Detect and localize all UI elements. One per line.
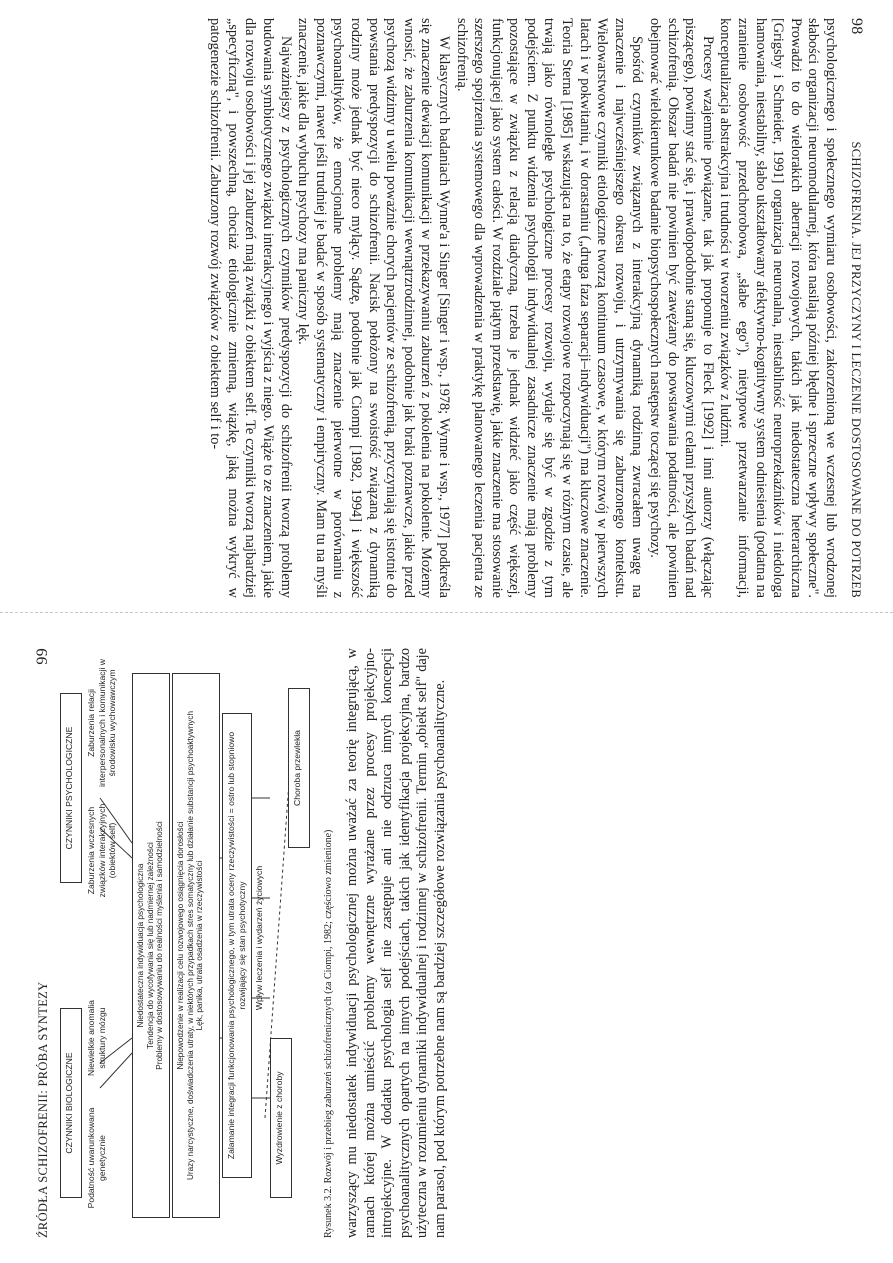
body-text: [344, 648, 450, 1238]
paragraph: Najważniejszy z psychologicznych czynników predyspozycji do schizofrenii tworzą problemy budowania symbiotycznego związku interakcyjnego i wyjścia z niego. Wiąże to ze znaczeniem, jakie dla rozwoju osobowości i jej zaburzeń mają związki z obiektem self. Te czynniki tworzą najbardziej „specyficzną", i powszechną, chociaż etiologicznie zmienną, wiązkę, jaką można wykryć w patogenezie schizofrenii. Zaburzony rozwój związków z obiektem self i to-: [207, 18, 294, 598]
page-header: [34, 648, 52, 1238]
middle-header-line: Niedostateczna indywiduacja psychologiczna: [136, 863, 145, 1028]
bio-item: Podatność uwarunkowana genetycznie: [86, 1107, 107, 1209]
figure-caption: Rysunek 3.2. Rozwój i przebieg zaburzeń schizofrenicznych (za Ciompi, 1982; częściowo zmienione): [323, 829, 334, 1238]
stressors-box: [172, 673, 220, 1218]
middle-line: Urazy narcystyczne, doświadczenia utraty, w niektórych przypadkach stres somatyczny lub działanie substancji psychoaktywnych: [185, 711, 195, 1181]
bio-item: Niewielkie anomalia struktury mózgu: [86, 1000, 107, 1076]
page-divider: [0, 612, 893, 613]
page-98: [20, 18, 865, 598]
psych-factors-box: CZYNNIKI PSYCHOLOGICZNE: [60, 693, 82, 883]
running-title: ŹRÓDŁA SCHIZOFRENII: PRÓBA SYNTEZY: [36, 981, 50, 1238]
integration-box: Zalamanie integracji funkcjonowania psychologicznego, w tym utrata oceny rzeczywistości = ostro lub stopniowo rozwijający się stan psychotyczny: [222, 713, 252, 1178]
chronic-illness-box: Choroba przewlekła: [288, 688, 310, 848]
page-number: 98: [848, 18, 865, 35]
influence-label: Wpływ leczenia i wydarzeń życiowych: [254, 865, 264, 1011]
paragraph: Procesy wzajemnie powiązane, tak jak proponuje to Fleck [1992] i inni autorzy (włączając piszącego), powinny stać się, i prawdopodobnie staną się, kluczowymi celami przyszłych badań nad schizofrenią. Obszar badań nie powinien być zawężany do powstawania podatności, ale powinien obejmować wielokierunkowe badanie biopsychospołecznych następstw toczącej się psychozy.: [647, 18, 716, 598]
figure-diagram: [60, 653, 315, 1238]
middle-header-line: Problemy w dostosowywaniu do realności myślenia i samodzielności: [155, 821, 165, 1070]
paragraph: warzyszący mu niedostatek indywiduacji psychologicznej można uważać za teorię integrującą, w ramach której można umieścić problemy wewnętrzne wyrażane przez procesy projekcyjno-introjekcyjne. W dodatku psychologia self nie zastępuje ani nie odrzuca innych koncepcji psychoanalitycznych opartych na innych podejściach, takich jak identyfikacja projekcyjna, bardzo użyteczna w rozumieniu dynamiki indywidualnej i rodzinnej w schizofrenii. Termin „obiekt self" daje nam parasol, pod którym potrzebne nam są bardziej szczegółowe rozwiązania psychoanalityczne.: [344, 648, 448, 1238]
individuation-box: [132, 673, 170, 1218]
middle-line: Niepowodzenie w realizacji celu rozwojowego osiągnięcia dorosłości: [176, 821, 185, 1070]
middle-line: Lęk, panika, utrata osadzenia w rzeczywistości: [195, 860, 205, 1031]
page-number: 99: [34, 648, 51, 665]
paragraph: W klasycznych badaniach Wynne'a i Singer [Singer i wsp., 1978; Wynne i wsp., 1977] podkreśla się znaczenie dewiacji komunikacji w przekazywaniu zaburzeń z pokolenia na pokolenie. Możemy wnosić, że zaburzenia komunikacji wewnątrzrodzinnej, podobnie jak braki poznawcze, jakie przed psychozą widzimy u wielu poważnie chorych pacjentów ze schizofrenią, przyczyniają się istotnie do powstania predyspozycji do schizofrenii. Nacisk położony na swoistość związaną z dynamiką rodziny może jednak być nieco mylący. Sądzę, podobnie jak Ciompi [1982, 1994] i większość psychoanalityków, że emocjonalne problemy mają znaczenie pierwotne w porównaniu z poznawczymi, nawet jeśli trudniej je badać w sposób systematyczny i empiryczny. Mam tu na myśli znaczenie, jakie dla wybuchu psychozy ma paniczny lęk.: [295, 18, 452, 598]
paragraph: Spośród czynników związanych z interakcyjną dynamiką rodzinną zwracałem uwagę na znaczenie i najwcześniejszego okresu rozwoju, i utrzymywania się zaburzonego kontekstu. Wielowarstwowe czynniki etiologiczne tworzą kontinuum czasowe, w którym rozwój w pierwszych latach i w pokwitaniu, i w dorastaniu („druga faza separacji–indywiduacji") ma kluczowe znaczenie. Teoria Sterna [1985] wskazująca na to, że etapy rozwojowe rozpoczynają się w różnym czasie, ale trwają jako równoległe psychologiczne procesy rozwoju, wydaje się być w zgodzie z tym podejściem. Z punktu widzenia psychologii indywidualnej zasadnicze znaczenie mają problemy pozostające w związku z relacją diadyczną, trzeba je jednak widzieć jako część większej, funkcjonującej jako system całości. W rozdziale piątym przedstawię, jakie znaczenie ma stosowanie szerszego spojrzenia systemowego dla wprowadzenia w praktykę planowanego leczenia pacjenta ze schizofrenią.: [453, 18, 646, 598]
recovery-box: Wyzdrowienie z choroby: [270, 1038, 292, 1198]
page-99: [34, 648, 889, 1238]
psych-item: Zaburzenia relacji interpersonalnych i komunikacji w środowisku wychowawczym: [86, 659, 117, 788]
paragraph: psychologicznego i społecznego wymiaru osobowości, zakorzenioną we wczesnej lub wrodzonej słabości organizacji neuromodularnej, która nasilają później błędne i sprzeczne wpływy społeczne". Prowadzi to do wielorakich aberracji rozwojowych, takich jak niedostateczna heterarchiczna [Grigsby i Schneider, 1991] organizacja neuronalna, niestabilność neuroprzekaźników i niedologa hamowania, niestabilny, słabo ukształtowany afektywno-kognitywny system odniesienia (podatna na zranienie osobowość przedchorobowa, „słabe ego"), nietypowe przetwarzanie informacji, konceptualizacja abstrakcyjna i trudności w tworzeniu związków z ludźmi.: [717, 18, 839, 598]
bio-factors-box: CZYNNIKI BIOLOGICZNE: [60, 1008, 82, 1198]
body-text: [206, 18, 839, 598]
page-header: [847, 18, 865, 598]
middle-header-line: Tendencja do wycofywania się lub nadmiernej zależności: [145, 842, 155, 1049]
psych-item: Zaburzenia wczesnych związków interakcyjnych (obiektów self): [86, 803, 117, 898]
running-title: SCHIZOFRENIA. JEJ PRZYCZYNY I LECZENIE DOSTOSOWANE DO POTRZEB: [849, 141, 863, 598]
